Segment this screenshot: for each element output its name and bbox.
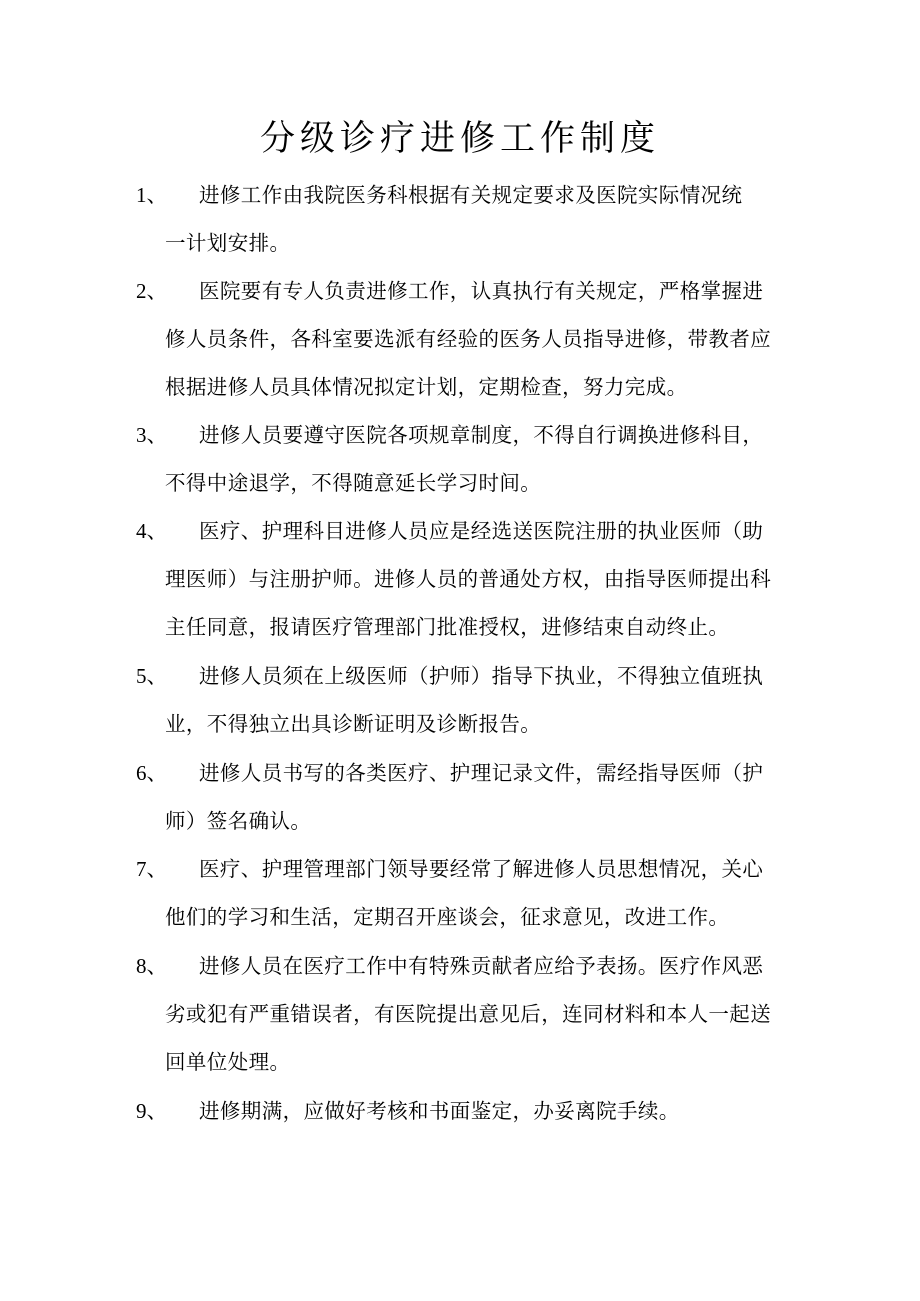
item-number-value: 1 [136,183,147,207]
item-text-line: 不得中途退学，不得随意延长学习时间。 [165,471,542,495]
item-number-separator: 、 [146,664,168,688]
item-number [136,411,168,459]
item-number-separator: 、 [146,183,168,207]
item-number-separator: 、 [146,1099,168,1123]
item-text-line: 业，不得独立出具诊断证明及诊断报告。 [165,712,542,736]
item-number-value: 9 [136,1099,147,1123]
item-text-line: 进修期满，应做好考核和书面鉴定，办妥离院手续。 [199,1099,680,1123]
item-number [136,749,168,797]
item-number-value: 5 [136,664,147,688]
item-text-line: 根据进修人员具体情况拟定计划，定期检查，努力完成。 [165,375,688,399]
item-text-line: 他们的学习和生活，定期召开座谈会，征求意见，改进工作。 [165,905,730,929]
item-number [136,267,168,315]
item-number-separator: 、 [146,761,168,785]
item-number [136,942,168,990]
item-text-line: 师）签名确认。 [165,809,312,833]
item-text-line: 一计划安排。 [165,231,291,255]
item-number [136,652,168,700]
item-number-separator: 、 [146,279,168,303]
item-text-line: 医疗、护理管理部门领导要经常了解进修人员思想情况，关心 [199,857,764,881]
item-number-value: 3 [136,423,147,447]
item-number [136,507,168,555]
item-text-line: 修人员条件，各科室要选派有经验的医务人员指导进修，带教者应 [165,327,772,351]
item-text-line: 进修人员要遵守医院各项规章制度，不得自行调换进修科目， [199,423,764,447]
item-text-line: 医疗、护理科目进修人员应是经选送医院注册的执业医师（助 [199,519,764,543]
item-number-separator: 、 [146,423,168,447]
item-number-value: 2 [136,279,147,303]
item-text-line: 主任同意，报请医疗管理部门批准授权，进修结束自动终止。 [165,615,730,639]
document-title: 分级诊疗进修工作制度 [259,119,660,159]
item-number [136,1087,168,1135]
item-number-separator: 、 [146,519,168,543]
item-number-value: 8 [136,954,147,978]
item-number [136,171,168,219]
item-number-value: 7 [136,857,147,881]
item-number-separator: 、 [146,857,168,881]
item-text-line: 进修人员在医疗工作中有特殊贡献者应给予表扬。医疗作风恶 [199,954,764,978]
item-text-line: 劣或犯有严重错误者，有医院提出意见后，连同材料和本人一起送 [165,1002,772,1026]
item-text-line: 医院要有专人负责进修工作，认真执行有关规定，严格掌握进 [199,279,764,303]
item-number-value: 6 [136,761,147,785]
item-text-line: 进修工作由我院医务科根据有关规定要求及医院实际情况统 [199,183,743,207]
item-text-line: 进修人员须在上级医师（护师）指导下执业，不得独立值班执 [199,664,764,688]
item-text-line: 回单位处理。 [165,1050,291,1074]
item-number-separator: 、 [146,954,168,978]
item-text-line: 进修人员书写的各类医疗、护理记录文件，需经指导医师（护 [199,761,764,785]
item-text-line: 理医师）与注册护师。进修人员的普通处方权，由指导医师提出科 [165,567,772,591]
item-number [136,845,168,893]
item-number-value: 4 [136,519,147,543]
